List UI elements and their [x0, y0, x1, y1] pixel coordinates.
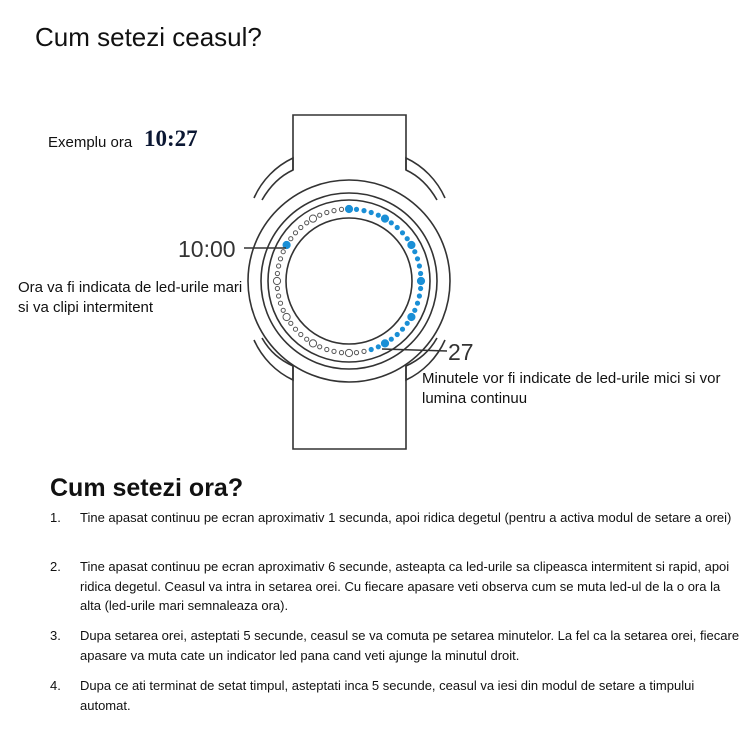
minute-led: [400, 327, 404, 331]
step-number: 2.: [50, 559, 61, 574]
hour-led: [408, 241, 415, 248]
minute-led: [277, 264, 281, 268]
hour-led: [309, 340, 316, 347]
minute-led: [376, 345, 380, 349]
minute-led: [417, 264, 421, 268]
example-time-value: 10:27: [144, 126, 198, 151]
step-number: 3.: [50, 628, 61, 643]
minute-led: [289, 237, 293, 241]
minute-led: [354, 351, 358, 355]
minute-callout-text: 27: [448, 339, 474, 365]
minute-led: [362, 349, 366, 353]
step-number: 1.: [50, 510, 61, 525]
minute-led: [413, 250, 417, 254]
minute-led-note: Minutele vor fi indicate de led-urile mici si vor lumina continuu: [422, 370, 721, 407]
minute-led: [299, 332, 303, 336]
hour-led: [309, 215, 316, 222]
led-ring: [273, 205, 424, 356]
minute-led: [395, 332, 399, 336]
minute-led: [305, 337, 309, 341]
minute-led: [275, 271, 279, 275]
minute-led: [415, 301, 419, 305]
hour-led: [381, 340, 388, 347]
minute-led: [405, 237, 409, 241]
step-text: Tine apasat continuu pe ecran aproximativ 6 secunde, asteapta ca led-urile sa clipeasca intermitent si rapid, apoi ridica degetul. Ceasul va intra in setarea orei. Cu fiecare apasare veti observa cum se muta led-ul de la o ora la alta (led-urile mari semnaleaza ora).: [80, 559, 730, 613]
minute-led: [415, 257, 419, 261]
minute-led: [417, 294, 421, 298]
minute-led: [389, 221, 393, 225]
minute-led: [278, 301, 282, 305]
hour-callout-text: 10:00: [178, 236, 236, 262]
minute-led: [305, 221, 309, 225]
minute-led: [281, 308, 285, 312]
minute-led: [405, 321, 409, 325]
minute-led: [419, 271, 423, 275]
minute-led: [318, 345, 322, 349]
hour-led: [381, 215, 388, 222]
hour-led-note: Ora va fi indicata de led-urile mari si va clipi intermitent: [18, 279, 243, 316]
minute-led: [354, 207, 358, 211]
page-title: Cum setezi ceasul?: [35, 22, 262, 52]
minute-led: [293, 327, 297, 331]
step-text: Dupa ce ati terminat de setat timpul, asteptati inca 5 secunde, ceasul va iesi din modul de setare a timpului automat.: [80, 678, 695, 713]
minute-led: [362, 209, 366, 213]
minute-led: [395, 225, 399, 229]
step-number: 4.: [50, 678, 61, 693]
section-title: Cum setezi ora?: [50, 474, 244, 502]
watch-strap-bottom: [293, 366, 406, 449]
watch-lug: [406, 158, 445, 200]
minute-led: [278, 257, 282, 261]
watch-lug: [254, 158, 293, 200]
watch-dial: [286, 218, 412, 344]
minute-led: [389, 337, 393, 341]
minute-led: [419, 286, 423, 290]
hour-led: [345, 205, 352, 212]
minute-led: [299, 225, 303, 229]
minute-led: [339, 351, 343, 355]
minute-led: [400, 231, 404, 235]
minute-led: [293, 231, 297, 235]
minute-led: [277, 294, 281, 298]
watch-bezel: [268, 200, 430, 362]
hour-led: [273, 277, 280, 284]
step-text: Tine apasat continuu pe ecran aproximativ 1 secunda, apoi ridica degetul (pentru a activa modul de setare a orei): [80, 510, 732, 525]
minute-led: [332, 209, 336, 213]
step-text: Dupa setarea orei, asteptati 5 secunde, ceasul se va comuta pe setarea minutelor. La fel ca la setarea orei, fiecare apasare va muta cate un indicator led pana cand veti ajunge la minutul droit.: [80, 628, 740, 663]
example-time-label: Exemplu ora: [48, 134, 133, 151]
minute-led: [281, 250, 285, 254]
hour-led: [417, 277, 424, 284]
minute-led: [369, 210, 373, 214]
minute-led: [275, 286, 279, 290]
hour-led: [283, 313, 290, 320]
minute-led: [332, 349, 336, 353]
minute-led: [325, 210, 329, 214]
minute-led: [376, 213, 380, 217]
minute-led: [369, 347, 373, 351]
hour-led: [408, 313, 415, 320]
minute-led: [318, 213, 322, 217]
minute-led: [325, 347, 329, 351]
watch-case-ring: [261, 193, 437, 369]
hour-led: [345, 349, 352, 356]
watch-strap-top: [293, 115, 406, 170]
minute-led: [339, 207, 343, 211]
minute-led: [413, 308, 417, 312]
minute-led: [289, 321, 293, 325]
